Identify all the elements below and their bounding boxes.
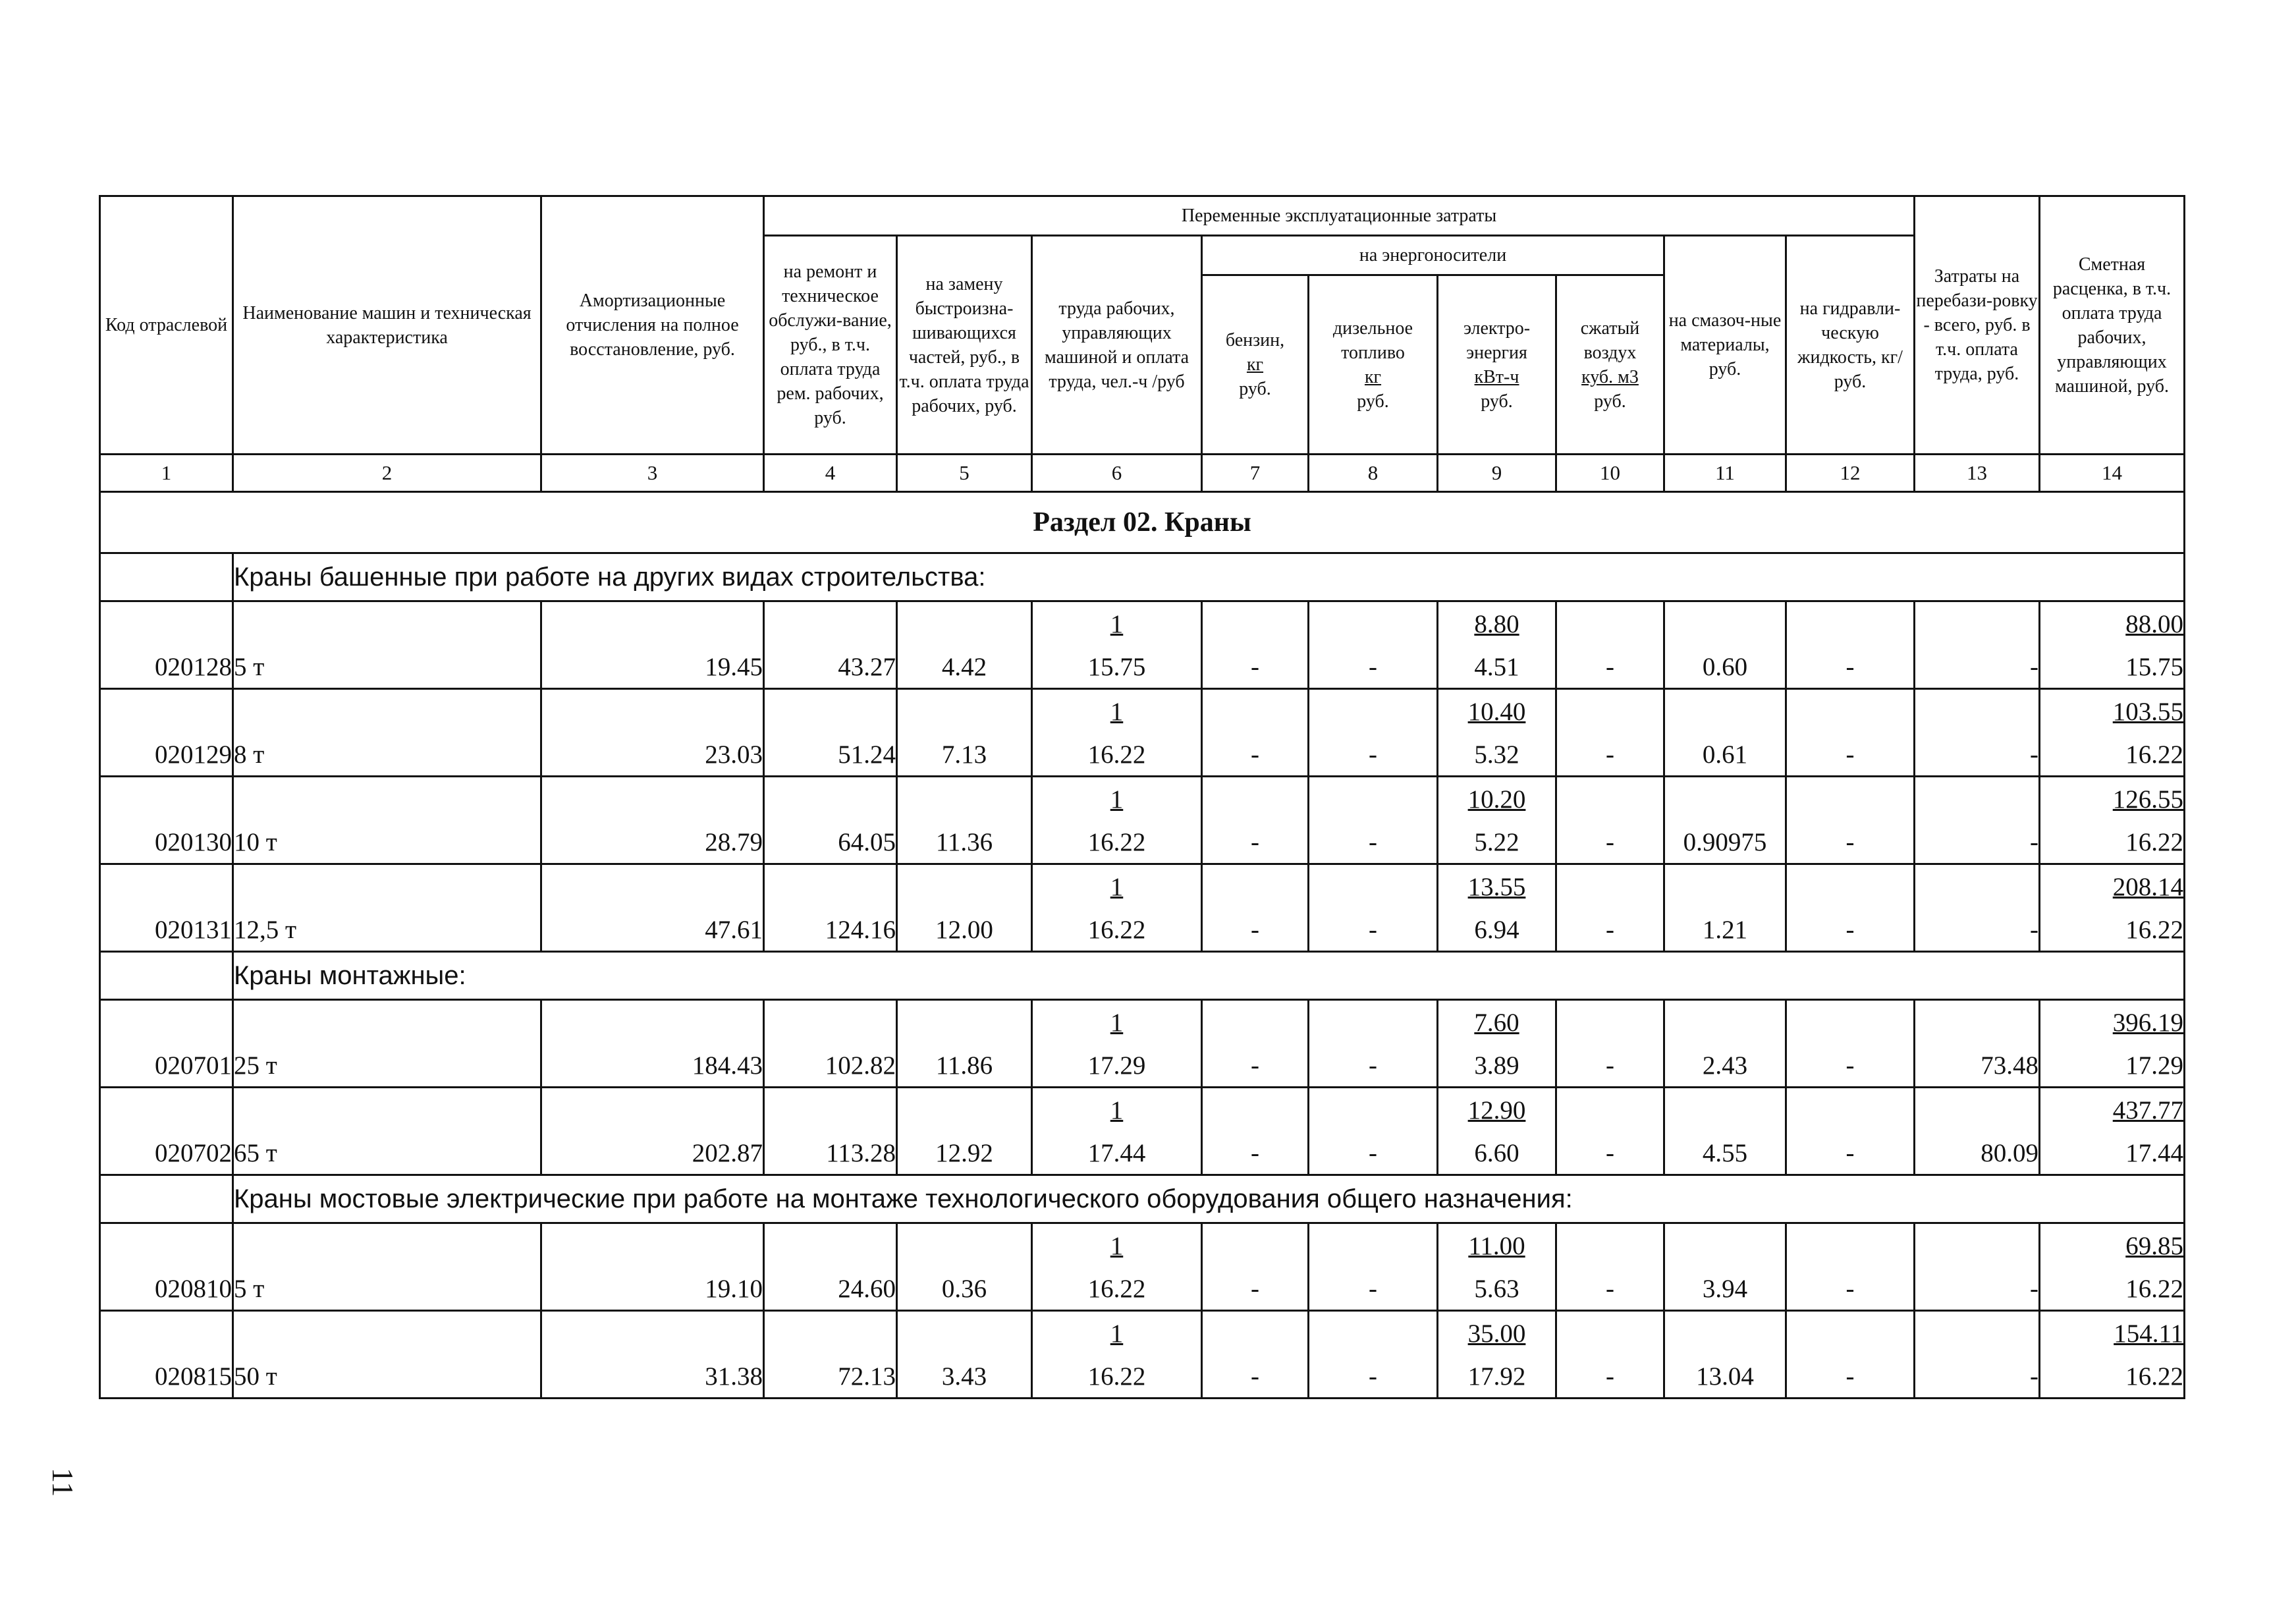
name-cell: [233, 777, 541, 821]
diesel-cell: [1309, 601, 1438, 646]
repair-cell: [764, 1088, 897, 1132]
col-number: 3: [541, 455, 764, 492]
machine-name: 12,5 т: [233, 908, 541, 952]
parts-value: 11.86: [897, 1044, 1032, 1088]
amort-cell: [541, 864, 764, 909]
estimate-total: 208.14: [2040, 864, 2185, 909]
repair-value: 43.27: [764, 646, 897, 689]
parts-value: 7.13: [897, 733, 1032, 777]
machine-code: 020701: [100, 1044, 233, 1088]
table-row-bottom: [100, 1132, 2185, 1175]
repair-cell: [764, 1223, 897, 1268]
col-number: 10: [1556, 455, 1664, 492]
amort-cell: [541, 601, 764, 646]
machine-code: 020129: [100, 733, 233, 777]
table-row-top: [100, 777, 2185, 821]
amortization-value: 23.03: [541, 733, 764, 777]
col-number: 9: [1438, 455, 1556, 492]
air-cell: [1556, 1088, 1664, 1132]
petrol-value: -: [1202, 1044, 1309, 1088]
relocation-value: 73.48: [1915, 1044, 2040, 1088]
labor-norm: 1: [1032, 601, 1202, 646]
amort-cell: [541, 777, 764, 821]
petrol-cell: [1202, 1088, 1309, 1132]
name-cell: [233, 1000, 541, 1045]
amort-cell: [541, 1311, 764, 1356]
diesel-value: -: [1309, 1267, 1438, 1311]
parts-cell: [897, 777, 1032, 821]
diesel-value: -: [1309, 1132, 1438, 1175]
lubricant-value: 0.61: [1664, 733, 1786, 777]
estimate-total: 126.55: [2040, 777, 2185, 821]
hyd-cell: [1786, 689, 1915, 734]
petrol-cell: [1202, 777, 1309, 821]
air-cell: [1556, 777, 1664, 821]
machine-name: 25 т: [233, 1044, 541, 1088]
labor-cost: 15.75: [1032, 646, 1202, 689]
air-value: -: [1556, 1044, 1664, 1088]
header-estimate: Сметная расценка, в т.ч. оплата труда рабочих, управляющих машиной, руб.: [2040, 196, 2185, 455]
air-value: -: [1556, 908, 1664, 952]
lub-cell: [1664, 1223, 1786, 1268]
lub-cell: [1664, 689, 1786, 734]
estimate-total: 88.00: [2040, 601, 2185, 646]
lubricant-value: 2.43: [1664, 1044, 1786, 1088]
reloc-cell: [1915, 864, 2040, 909]
reloc-cell: [1915, 1000, 2040, 1045]
header-air-name: сжатый воздух: [1580, 318, 1640, 363]
header-relocation: Затраты на перебази-ровку - всего, руб. в т.ч. оплата труда, руб.: [1915, 196, 2040, 455]
labor-cost: 17.29: [1032, 1044, 1202, 1088]
electricity-cost: 6.60: [1438, 1132, 1556, 1175]
code-cell: [100, 1311, 233, 1356]
name-cell: [233, 864, 541, 909]
header-petrol-name: бензин,: [1225, 330, 1285, 350]
lubricant-value: 13.04: [1664, 1355, 1786, 1399]
petrol-cell: [1202, 864, 1309, 909]
estimate-total: 437.77: [2040, 1088, 2185, 1132]
header-air-rub: руб.: [1594, 391, 1626, 412]
name-cell: [233, 1088, 541, 1132]
machine-name: 5 т: [233, 1267, 541, 1311]
code-cell: [100, 1088, 233, 1132]
electricity-norm: 12.90: [1438, 1088, 1556, 1132]
table-row-bottom: [100, 1355, 2185, 1399]
reloc-cell: [1915, 777, 2040, 821]
parts-value: 12.92: [897, 1132, 1032, 1175]
relocation-value: 80.09: [1915, 1132, 2040, 1175]
repair-value: 102.82: [764, 1044, 897, 1088]
table-row-bottom: [100, 908, 2185, 952]
amortization-value: 28.79: [541, 821, 764, 864]
col-number: 12: [1786, 455, 1915, 492]
relocation-value: -: [1915, 908, 2040, 952]
diesel-value: -: [1309, 733, 1438, 777]
parts-cell: [897, 689, 1032, 734]
diesel-cell: [1309, 1223, 1438, 1268]
hyd-cell: [1786, 1000, 1915, 1045]
air-value: -: [1556, 1267, 1664, 1311]
col-number: 11: [1664, 455, 1786, 492]
amortization-value: 184.43: [541, 1044, 764, 1088]
petrol-cell: [1202, 601, 1309, 646]
air-cell: [1556, 1311, 1664, 1356]
repair-cell: [764, 1311, 897, 1356]
estimate-labor: 16.22: [2040, 1355, 2185, 1399]
hydraulic-value: -: [1786, 1132, 1915, 1175]
labor-cost: 16.22: [1032, 733, 1202, 777]
header-lubricants: на смазоч-ные материалы, руб.: [1664, 236, 1786, 455]
repair-cell: [764, 689, 897, 734]
code-cell: [100, 689, 233, 734]
header-petrol-unit: кг: [1246, 354, 1264, 375]
lub-cell: [1664, 601, 1786, 646]
air-cell: [1556, 601, 1664, 646]
estimate-total: 103.55: [2040, 689, 2185, 734]
air-cell: [1556, 1000, 1664, 1045]
estimate-labor: 16.22: [2040, 733, 2185, 777]
repair-value: 51.24: [764, 733, 897, 777]
relocation-value: -: [1915, 1355, 2040, 1399]
estimate-labor: 16.22: [2040, 821, 2185, 864]
petrol-value: -: [1202, 646, 1309, 689]
air-value: -: [1556, 733, 1664, 777]
name-cell: [233, 601, 541, 646]
table-row-bottom: [100, 1267, 2185, 1311]
labor-norm: 1: [1032, 689, 1202, 734]
group-title: Краны мостовые электрические при работе на монтаже технологического оборудования общего назначения:: [233, 1175, 2185, 1223]
labor-cost: 16.22: [1032, 1355, 1202, 1399]
repair-cell: [764, 777, 897, 821]
lub-cell: [1664, 777, 1786, 821]
col-number: 13: [1915, 455, 2040, 492]
estimate-labor: 17.29: [2040, 1044, 2185, 1088]
hyd-cell: [1786, 1223, 1915, 1268]
electricity-cost: 5.22: [1438, 821, 1556, 864]
col-number: 8: [1309, 455, 1438, 492]
hyd-cell: [1786, 864, 1915, 909]
electricity-cost: 17.92: [1438, 1355, 1556, 1399]
labor-norm: 1: [1032, 1223, 1202, 1268]
machine-code: 020130: [100, 821, 233, 864]
repair-cell: [764, 601, 897, 646]
hyd-cell: [1786, 1311, 1915, 1356]
table-row-top: [100, 1000, 2185, 1045]
labor-norm: 1: [1032, 1088, 1202, 1132]
lubricant-value: 3.94: [1664, 1267, 1786, 1311]
petrol-value: -: [1202, 908, 1309, 952]
header-parts: на замену быстроизна-шивающихся частей, руб., в т.ч. оплата труда рабочих, руб.: [897, 236, 1032, 455]
machine-name: 8 т: [233, 733, 541, 777]
air-value: -: [1556, 821, 1664, 864]
amort-cell: [541, 689, 764, 734]
air-value: -: [1556, 646, 1664, 689]
relocation-value: -: [1915, 1267, 2040, 1311]
amortization-value: 19.10: [541, 1267, 764, 1311]
group-code-cell: [100, 1175, 233, 1223]
parts-cell: [897, 1311, 1032, 1356]
parts-value: 11.36: [897, 821, 1032, 864]
reloc-cell: [1915, 689, 2040, 734]
reloc-cell: [1915, 601, 2040, 646]
header-electric-name: электро-энергия: [1463, 318, 1531, 363]
air-cell: [1556, 864, 1664, 909]
machine-rates-table: [99, 195, 2185, 1399]
diesel-cell: [1309, 1311, 1438, 1356]
petrol-value: -: [1202, 1132, 1309, 1175]
electricity-cost: 5.63: [1438, 1267, 1556, 1311]
code-cell: [100, 1223, 233, 1268]
petrol-value: -: [1202, 1267, 1309, 1311]
header-electric-rub: руб.: [1481, 391, 1513, 412]
petrol-value: -: [1202, 821, 1309, 864]
lubricant-value: 0.90975: [1664, 821, 1786, 864]
hydraulic-value: -: [1786, 733, 1915, 777]
header-amortization: Амортизационные отчисления на полное восстановление, руб.: [541, 196, 764, 455]
machine-name: 10 т: [233, 821, 541, 864]
lub-cell: [1664, 1000, 1786, 1045]
header-labor: труда рабочих, управляющих машиной и оплата труда, чел.-ч /руб: [1032, 236, 1202, 455]
page-number: 11: [46, 1468, 80, 1497]
name-cell: [233, 1311, 541, 1356]
reloc-cell: [1915, 1311, 2040, 1356]
diesel-cell: [1309, 1088, 1438, 1132]
header-electric: [1438, 275, 1556, 455]
diesel-cell: [1309, 1000, 1438, 1045]
group-code-cell: [100, 952, 233, 1000]
repair-value: 64.05: [764, 821, 897, 864]
table-row-top: [100, 1088, 2185, 1132]
hyd-cell: [1786, 777, 1915, 821]
machine-code: 020128: [100, 646, 233, 689]
parts-value: 12.00: [897, 908, 1032, 952]
table-row-top: [100, 1223, 2185, 1268]
header-variable-costs: Переменные эксплуатационные затраты: [764, 196, 1915, 236]
relocation-value: -: [1915, 646, 2040, 689]
labor-norm: 1: [1032, 777, 1202, 821]
lubricant-value: 0.60: [1664, 646, 1786, 689]
code-cell: [100, 1000, 233, 1045]
amort-cell: [541, 1000, 764, 1045]
hyd-cell: [1786, 1088, 1915, 1132]
estimate-total: 69.85: [2040, 1223, 2185, 1268]
reloc-cell: [1915, 1088, 2040, 1132]
group-row: [100, 1175, 2185, 1223]
repair-value: 24.60: [764, 1267, 897, 1311]
header-diesel-rub: руб.: [1357, 391, 1389, 412]
reloc-cell: [1915, 1223, 2040, 1268]
petrol-cell: [1202, 689, 1309, 734]
petrol-cell: [1202, 1311, 1309, 1356]
diesel-value: -: [1309, 1044, 1438, 1088]
header-petrol-rub: руб.: [1239, 379, 1271, 399]
col-number: 4: [764, 455, 897, 492]
amortization-value: 31.38: [541, 1355, 764, 1399]
machine-name: 50 т: [233, 1355, 541, 1399]
machine-name: 5 т: [233, 646, 541, 689]
electricity-norm: 11.00: [1438, 1223, 1556, 1268]
code-cell: [100, 601, 233, 646]
air-value: -: [1556, 1355, 1664, 1399]
amortization-value: 202.87: [541, 1132, 764, 1175]
hydraulic-value: -: [1786, 821, 1915, 864]
name-cell: [233, 1223, 541, 1268]
amort-cell: [541, 1088, 764, 1132]
lub-cell: [1664, 1311, 1786, 1356]
hydraulic-value: -: [1786, 908, 1915, 952]
electricity-norm: 13.55: [1438, 864, 1556, 909]
parts-cell: [897, 864, 1032, 909]
amort-cell: [541, 1223, 764, 1268]
electricity-norm: 10.20: [1438, 777, 1556, 821]
group-title: Краны монтажные:: [233, 952, 2185, 1000]
electricity-cost: 4.51: [1438, 646, 1556, 689]
machine-code: 020810: [100, 1267, 233, 1311]
parts-cell: [897, 601, 1032, 646]
header-petrol: [1202, 275, 1309, 455]
group-title: Краны башенные при работе на других видах строительства:: [233, 553, 2185, 601]
petrol-value: -: [1202, 1355, 1309, 1399]
col-number: 14: [2040, 455, 2185, 492]
hyd-cell: [1786, 601, 1915, 646]
estimate-labor: 17.44: [2040, 1132, 2185, 1175]
table-row-top: [100, 689, 2185, 734]
header-diesel-name: дизельное топливо: [1332, 318, 1413, 363]
hydraulic-value: -: [1786, 646, 1915, 689]
repair-value: 124.16: [764, 908, 897, 952]
air-cell: [1556, 1223, 1664, 1268]
hydraulic-value: -: [1786, 1044, 1915, 1088]
diesel-value: -: [1309, 1355, 1438, 1399]
header-air-unit: куб. м3: [1581, 366, 1639, 387]
lub-cell: [1664, 1088, 1786, 1132]
repair-cell: [764, 1000, 897, 1045]
diesel-value: -: [1309, 908, 1438, 952]
group-row: [100, 553, 2185, 601]
col-number: 6: [1032, 455, 1202, 492]
lubricant-value: 1.21: [1664, 908, 1786, 952]
labor-cost: 16.22: [1032, 821, 1202, 864]
electricity-norm: 10.40: [1438, 689, 1556, 734]
col-number: 1: [100, 455, 233, 492]
code-cell: [100, 864, 233, 909]
header-diesel-unit: кг: [1364, 366, 1382, 387]
electricity-cost: 5.32: [1438, 733, 1556, 777]
labor-cost: 17.44: [1032, 1132, 1202, 1175]
relocation-value: -: [1915, 821, 2040, 864]
labor-cost: 16.22: [1032, 908, 1202, 952]
hydraulic-value: -: [1786, 1355, 1915, 1399]
col-number: 2: [233, 455, 541, 492]
header-energy: на энергоносители: [1202, 236, 1664, 275]
labor-cost: 16.22: [1032, 1267, 1202, 1311]
table-row-bottom: [100, 821, 2185, 864]
section-title: Раздел 02. Краны: [100, 492, 2185, 553]
electricity-norm: 8.80: [1438, 601, 1556, 646]
table-row-top: [100, 601, 2185, 646]
diesel-value: -: [1309, 821, 1438, 864]
electricity-norm: 7.60: [1438, 1000, 1556, 1045]
machine-code: 020702: [100, 1132, 233, 1175]
parts-cell: [897, 1000, 1032, 1045]
table-row-bottom: [100, 646, 2185, 689]
repair-cell: [764, 864, 897, 909]
table-row-top: [100, 864, 2185, 909]
parts-cell: [897, 1088, 1032, 1132]
labor-norm: 1: [1032, 1311, 1202, 1356]
electricity-cost: 6.94: [1438, 908, 1556, 952]
header-hydraulic: на гидравли-ческую жидкость, кг/руб.: [1786, 236, 1915, 455]
header-repair: на ремонт и техническое обслужи-вание, руб., в т.ч. оплата труда рем. рабочих, руб.: [764, 236, 897, 455]
machine-code: 020131: [100, 908, 233, 952]
table-row-bottom: [100, 1044, 2185, 1088]
petrol-value: -: [1202, 733, 1309, 777]
estimate-labor: 15.75: [2040, 646, 2185, 689]
hydraulic-value: -: [1786, 1267, 1915, 1311]
repair-value: 113.28: [764, 1132, 897, 1175]
name-cell: [233, 689, 541, 734]
diesel-cell: [1309, 777, 1438, 821]
header-name: Наименование машин и техническая характеристика: [233, 196, 541, 455]
diesel-value: -: [1309, 646, 1438, 689]
header-diesel: [1309, 275, 1438, 455]
header-code: Код отраслевой: [100, 196, 233, 455]
labor-norm: 1: [1032, 1000, 1202, 1045]
parts-value: 4.42: [897, 646, 1032, 689]
estimate-labor: 16.22: [2040, 908, 2185, 952]
parts-value: 3.43: [897, 1355, 1032, 1399]
lub-cell: [1664, 864, 1786, 909]
code-cell: [100, 777, 233, 821]
electricity-cost: 3.89: [1438, 1044, 1556, 1088]
parts-cell: [897, 1223, 1032, 1268]
col-number: 5: [897, 455, 1032, 492]
table-row-bottom: [100, 733, 2185, 777]
air-value: -: [1556, 1132, 1664, 1175]
diesel-cell: [1309, 864, 1438, 909]
relocation-value: -: [1915, 733, 2040, 777]
estimate-total: 396.19: [2040, 1000, 2185, 1045]
table-row-top: [100, 1311, 2185, 1356]
header-air: [1556, 275, 1664, 455]
amortization-value: 19.45: [541, 646, 764, 689]
parts-value: 0.36: [897, 1267, 1032, 1311]
petrol-cell: [1202, 1000, 1309, 1045]
estimate-total: 154.11: [2040, 1311, 2185, 1356]
amortization-value: 47.61: [541, 908, 764, 952]
group-row: [100, 952, 2185, 1000]
group-code-cell: [100, 553, 233, 601]
petrol-cell: [1202, 1223, 1309, 1268]
estimate-labor: 16.22: [2040, 1267, 2185, 1311]
labor-norm: 1: [1032, 864, 1202, 909]
lubricant-value: 4.55: [1664, 1132, 1786, 1175]
col-number: 7: [1202, 455, 1309, 492]
repair-value: 72.13: [764, 1355, 897, 1399]
machine-code: 020815: [100, 1355, 233, 1399]
air-cell: [1556, 689, 1664, 734]
electricity-norm: 35.00: [1438, 1311, 1556, 1356]
machine-name: 65 т: [233, 1132, 541, 1175]
header-electric-unit: кВт-ч: [1474, 366, 1519, 387]
diesel-cell: [1309, 689, 1438, 734]
